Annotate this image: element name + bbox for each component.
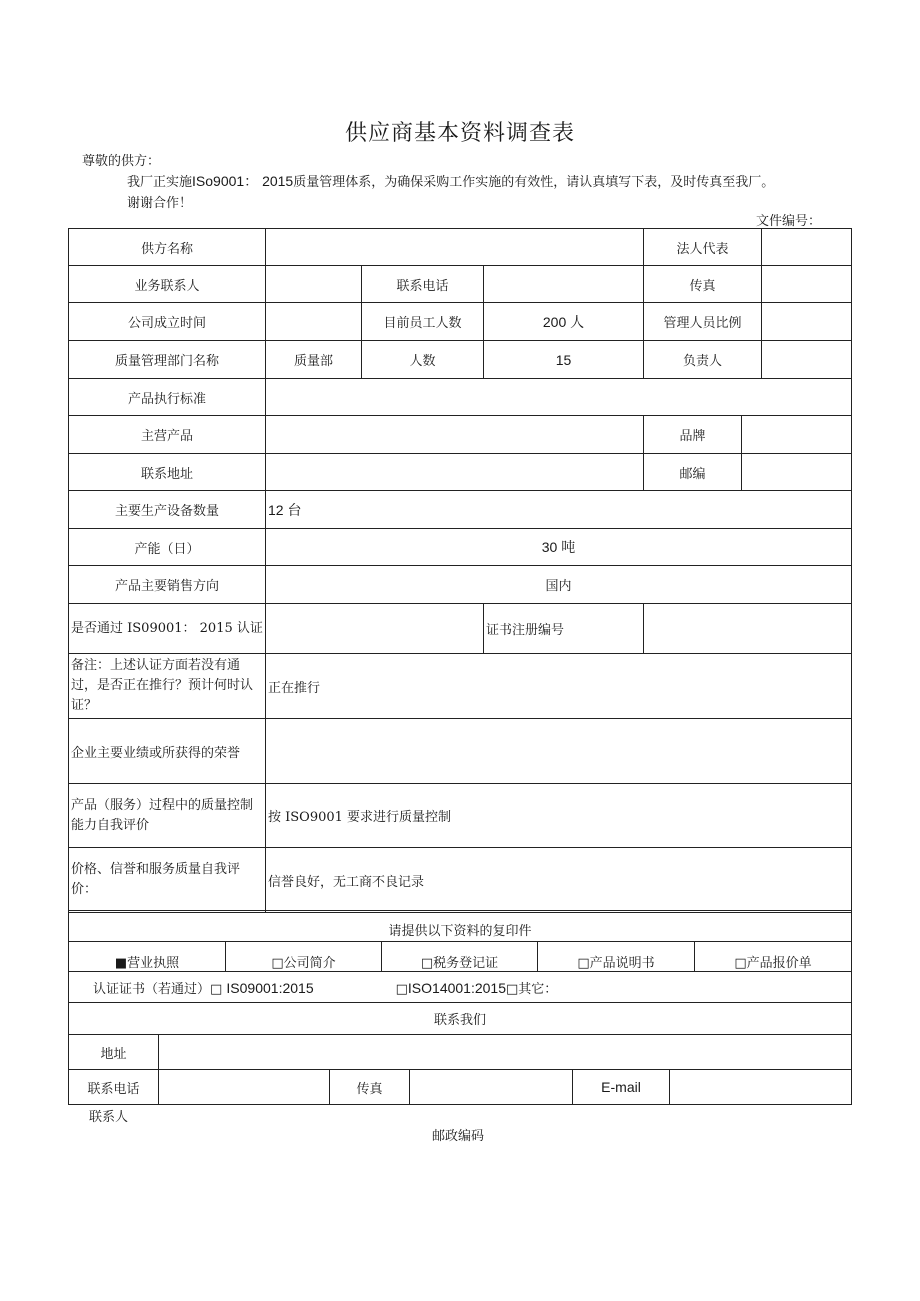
copy-item-label: 产品报价单	[746, 956, 812, 971]
remark-field[interactable]: 正在推行	[266, 654, 852, 719]
qm-dept-field[interactable]: 质量部	[266, 341, 362, 379]
cert-line	[69, 972, 852, 1003]
supplier-info-table	[68, 228, 852, 913]
contact-fax-label: 传真	[330, 1070, 410, 1105]
row-sales	[69, 566, 852, 604]
contact-address-row	[69, 1035, 852, 1070]
fax-label: 传真	[644, 266, 762, 303]
honor-label: 企业主要业绩或所获得的荣誉	[69, 719, 266, 784]
cert-label: 认证证书（若通过）□	[93, 981, 227, 997]
row-address	[69, 454, 852, 491]
checkbox-icon[interactable]: □	[734, 956, 747, 971]
contact-email-field[interactable]	[670, 1070, 852, 1105]
honor-field[interactable]	[266, 719, 852, 784]
copies-table	[68, 910, 852, 1035]
cert-no-field[interactable]	[644, 604, 852, 654]
capacity-label: 产能（日）	[69, 529, 266, 566]
postcode-field[interactable]	[742, 454, 852, 491]
contact-us-header-row	[69, 1003, 852, 1035]
row-contact	[69, 266, 852, 303]
copy-item-label: 税务登记证	[433, 956, 499, 971]
checkbox-icon[interactable]: □	[271, 956, 284, 971]
qc-field[interactable]: 按 ISO9001 要求进行质量控制	[266, 784, 852, 848]
checkbox-icon[interactable]: □	[420, 956, 434, 971]
intro-text-b: 质量管理体系，为确保采购工作实施的有效性，请认真填写下表，及时传真至我厂。	[293, 175, 775, 190]
address-label: 联系地址	[69, 454, 266, 491]
fax-field[interactable]	[762, 266, 852, 303]
iso-pass-field[interactable]	[266, 604, 484, 654]
contact-person-label: 联系人	[89, 1110, 129, 1125]
page-title: 供应商基本资料调查表	[344, 121, 575, 146]
checkbox-icon[interactable]: □	[395, 981, 408, 997]
price-label: 价格、信誉和服务质量自我评价：	[69, 848, 266, 913]
copy-item-product-manual[interactable]	[538, 942, 695, 972]
row-price	[69, 848, 852, 913]
mgmt-ratio-field[interactable]	[762, 303, 852, 341]
contact-field[interactable]	[266, 266, 362, 303]
intro-line-1	[127, 171, 774, 191]
headcount-field[interactable]: 15	[484, 341, 644, 379]
supplier-name-field[interactable]	[266, 229, 644, 266]
copy-item-tax-registration[interactable]	[382, 942, 538, 972]
intro-text-a: 我厂正实施	[127, 175, 193, 190]
postal-code-label: 邮政编码	[432, 1129, 485, 1144]
brand-field[interactable]	[742, 416, 852, 454]
copies-header: 请提供以下资料的复印件	[69, 911, 852, 942]
standard-label: 产品执行标准	[69, 379, 266, 416]
copy-item-company-profile[interactable]	[226, 942, 382, 972]
phone-label: 联系电话	[362, 266, 484, 303]
cert-no-label: 证书注册编号	[484, 604, 644, 654]
legal-rep-label: 法人代表	[644, 229, 762, 266]
main-product-label: 主营产品	[69, 416, 266, 454]
price-field[interactable]: 信誉良好，无工商不良记录	[266, 848, 852, 913]
standard-field[interactable]	[266, 379, 852, 416]
employees-label: 目前员工人数	[362, 303, 484, 341]
greeting: 尊敬的供方：	[82, 154, 161, 169]
supplier-name-label: 供方名称	[69, 229, 266, 266]
contact-email-label: E-mail	[573, 1070, 670, 1105]
manager-field[interactable]	[762, 341, 852, 379]
copy-item-price-list[interactable]	[695, 942, 852, 972]
mgmt-ratio-label: 管理人员比例	[644, 303, 762, 341]
remark-label: 备注：上述认证方面若没有通过，是否正在推行？预计何时认证？	[69, 654, 266, 719]
manager-label: 负责人	[644, 341, 762, 379]
employees-field[interactable]: 200 人	[484, 303, 644, 341]
qm-dept-label: 质量管理部门名称	[69, 341, 266, 379]
address-field[interactable]	[266, 454, 644, 491]
row-capacity	[69, 529, 852, 566]
iso-pass-label: 是否通过 IS09001： 2015 认证	[69, 604, 266, 654]
intro-line-2: 谢谢合作！	[127, 196, 193, 211]
copy-item-label: 公司简介	[283, 956, 336, 971]
row-equipment	[69, 491, 852, 529]
cert-row	[69, 972, 852, 1003]
contact-address-label: 地址	[69, 1035, 159, 1070]
contact-phone-label: 联系电话	[69, 1070, 159, 1105]
equipment-label: 主要生产设备数量	[69, 491, 266, 529]
row-supplier-name	[69, 229, 852, 266]
row-standard	[69, 379, 852, 416]
postcode-label: 邮编	[644, 454, 742, 491]
contact-us-header: 联系我们	[69, 1003, 852, 1035]
copy-item-label: 营业执照	[127, 956, 180, 971]
cert-other[interactable]: □其它：	[506, 981, 558, 997]
row-iso-pass	[69, 604, 852, 654]
cert-iso9001[interactable]: IS09001:2015	[226, 979, 314, 996]
brand-label: 品牌	[644, 416, 742, 454]
sales-label: 产品主要销售方向	[69, 566, 266, 604]
main-product-field[interactable]	[266, 416, 644, 454]
founded-field[interactable]	[266, 303, 362, 341]
equipment-field[interactable]: 12 台	[266, 491, 852, 529]
capacity-field[interactable]: 30 吨	[266, 529, 852, 566]
row-main-product	[69, 416, 852, 454]
contact-address-field[interactable]	[159, 1035, 852, 1070]
checkbox-icon[interactable]: □	[577, 956, 590, 971]
legal-rep-field[interactable]	[762, 229, 852, 266]
intro-standard: ISo9001： 2015	[192, 173, 294, 189]
copies-items-row	[69, 942, 852, 972]
cert-iso14001[interactable]: ISO14001:2015	[407, 979, 507, 996]
row-qc	[69, 784, 852, 848]
row-remark	[69, 654, 852, 719]
copy-item-label: 产品说明书	[589, 956, 655, 971]
file-number-label: 文件编号：	[756, 214, 822, 229]
copies-header-row	[69, 911, 852, 942]
copy-item-business-license[interactable]	[69, 942, 226, 972]
founded-label: 公司成立时间	[69, 303, 266, 341]
qc-label: 产品（服务）过程中的质量控制能力自我评价	[69, 784, 266, 848]
headcount-label: 人数	[362, 341, 484, 379]
phone-field[interactable]	[484, 266, 644, 303]
contact-phone-field[interactable]	[159, 1070, 330, 1105]
sales-field[interactable]: 国内	[266, 566, 852, 604]
row-honor	[69, 719, 852, 784]
contact-phone-row	[69, 1070, 852, 1105]
contact-fax-field[interactable]	[410, 1070, 573, 1105]
row-qm-dept	[69, 341, 852, 379]
contact-label: 业务联系人	[69, 266, 266, 303]
contact-us-table	[68, 1034, 852, 1105]
filled-checkbox-icon[interactable]: ■	[114, 956, 128, 971]
row-founded	[69, 303, 852, 341]
